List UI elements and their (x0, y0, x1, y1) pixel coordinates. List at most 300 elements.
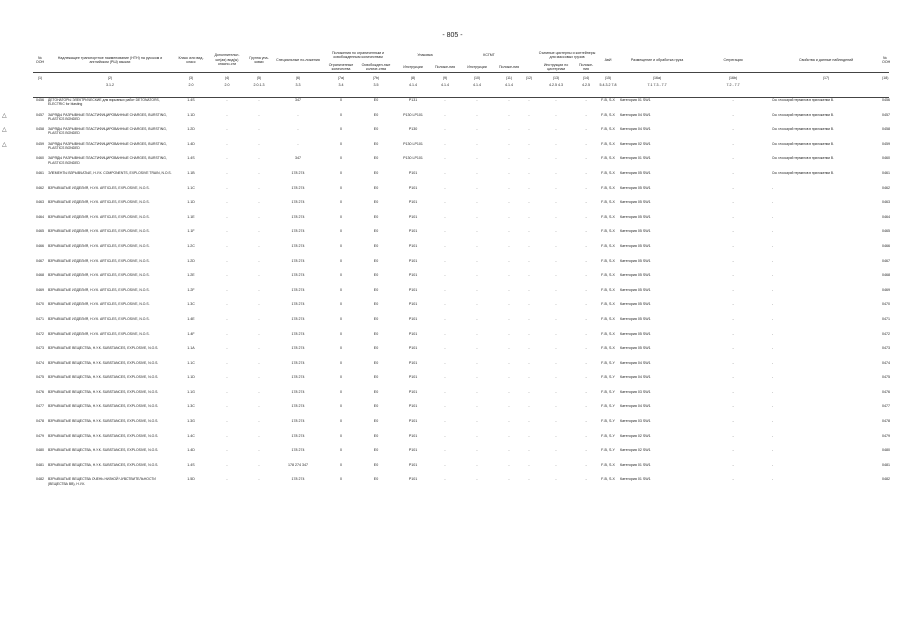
cell-pg: - (258, 316, 260, 321)
cell-pp: - (444, 331, 446, 336)
cell-ii: - (476, 346, 478, 351)
cell-un2: 0472 (882, 331, 891, 336)
cell-seg: - (732, 302, 734, 307)
table-row (33, 127, 889, 142)
cell-sub: - (226, 433, 228, 438)
cell-seg: - (732, 243, 734, 248)
header-name: Надлежащее транспортное наименование (НТН) на русском и английском (РШ) языках (57, 55, 163, 64)
table-row (33, 259, 889, 274)
cell-lq: 0 (340, 404, 342, 409)
cell-pi: P101 (408, 287, 418, 292)
cell-ems: F-B, S-Y (601, 389, 615, 394)
cell-sub: - (226, 214, 228, 219)
cell-ip: - (508, 141, 510, 146)
cell-sp: 178 274 (291, 170, 305, 175)
table-row (33, 375, 889, 390)
cell-ems: F-B, S-X (601, 127, 615, 132)
cell-ems: F-B, S-Y (601, 419, 615, 424)
cell-eq: E0 (373, 462, 379, 467)
cell-t12: - (528, 404, 530, 409)
cell-sub: - (226, 200, 228, 205)
table-row (33, 317, 889, 332)
cell-seg: - (732, 331, 734, 336)
header-pack-prov: Положе-ния (434, 64, 456, 69)
cell-ti: - (555, 287, 557, 292)
cell-ems: F-B, S-X (601, 346, 615, 351)
cell-pp: - (444, 185, 446, 190)
cell-ip: - (508, 214, 510, 219)
cell-ti: - (555, 98, 557, 102)
cell-lq: 0 (340, 127, 342, 132)
cell-un2: 0458 (882, 127, 891, 132)
cell-ii: - (476, 302, 478, 307)
cell-cls: 1.1D (187, 200, 195, 205)
cell-pg: - (258, 331, 260, 336)
cell-ii: - (476, 170, 478, 175)
cell-un2: 0463 (882, 200, 891, 205)
cell-stow: Категория 05 SW1 (620, 302, 651, 307)
cell-lq: 0 (340, 375, 342, 380)
cell-ii: - (476, 477, 478, 482)
cell-name: ВЗРЫВЧАТЫЕ ИЗДЕЛИЯ, Н.У.К. ARTICLES, EXPLOSIVE, N.O.S. (48, 273, 150, 278)
cell-ip: - (508, 127, 510, 132)
cell-sp: 178 274 (291, 419, 305, 424)
cell-sp: 347 (295, 156, 301, 161)
cell-t12: - (528, 112, 530, 117)
cell-stow: Категория 04 SW1 (620, 375, 651, 380)
cell-seg: - (732, 287, 734, 292)
cell-ii: - (476, 389, 478, 394)
cell-pi: P130 LP101 (403, 156, 423, 161)
cell-ti: - (555, 316, 557, 321)
code-ref-limited-a: 3.4 (338, 83, 344, 87)
cell-sub: - (226, 419, 228, 424)
cell-sub: - (226, 258, 228, 263)
cell-ems: F-B, S-X (601, 98, 615, 102)
cell-pg: - (258, 302, 260, 307)
table-row (33, 215, 889, 230)
header-pack-instr: Инструкции (403, 64, 423, 69)
table-row (33, 477, 889, 492)
cell-note: - (772, 448, 774, 453)
cell-seg: - (732, 316, 734, 321)
cell-note: - (772, 389, 774, 394)
cell-un2: 0456 (882, 98, 891, 102)
cell-lq: 0 (340, 185, 342, 190)
cell-pi: P130 LP101 (403, 141, 423, 146)
header-ibc: КСГМГ (483, 52, 495, 57)
cell-ip: - (508, 170, 510, 175)
column-number: (1) (33, 73, 47, 84)
cell-tp: - (585, 477, 587, 482)
code-ref-ibc-instr: 4.1.4 (473, 83, 482, 87)
cell-tp: - (585, 258, 587, 263)
cell-ii: - (476, 316, 478, 321)
cell-pp: - (444, 200, 446, 205)
cell-ti: - (555, 127, 557, 132)
cell-pp: - (444, 433, 446, 438)
cell-pg: - (258, 229, 260, 234)
table-row (33, 171, 889, 186)
cell-pi: P101 (408, 200, 418, 205)
cell-sub: - (226, 98, 228, 102)
cell-t12: - (528, 477, 530, 482)
header-limited-b: Освобожден-ные количе-ства (361, 62, 391, 71)
cell-eq: E0 (373, 433, 379, 438)
cell-pi: P101 (408, 346, 418, 351)
cell-note: - (772, 214, 774, 219)
cell-seg: - (732, 404, 734, 409)
cell-t12: - (528, 98, 530, 102)
cell-un: 0461 (36, 170, 44, 175)
cell-pg: - (258, 273, 260, 278)
cell-eq: E0 (373, 360, 379, 365)
cell-cls: 1.1D (187, 112, 195, 117)
cell-ti: - (555, 170, 557, 175)
cell-ems: F-B, S-X (601, 170, 615, 175)
cell-pi: P101 (408, 389, 418, 394)
cell-cls: 1.2D (187, 258, 195, 263)
cell-un: 0478 (36, 419, 44, 424)
cell-t12: - (528, 462, 530, 467)
cell-lq: 0 (340, 258, 342, 263)
cell-tp: - (585, 433, 587, 438)
cell-pg: - (258, 98, 260, 102)
cell-pi: P130 LP101 (403, 112, 423, 117)
cell-eq: E0 (373, 477, 379, 482)
cell-lq: 0 (340, 170, 342, 175)
cell-un: 0481 (36, 462, 44, 467)
cell-pg: - (258, 462, 260, 467)
cell-t12: - (528, 141, 530, 146)
cell-ti: - (555, 214, 557, 219)
cell-ii: - (476, 156, 478, 161)
cell-note: - (772, 302, 774, 307)
cell-un: 0471 (36, 316, 44, 321)
code-ref-tank-prov: 4.2.5 (582, 83, 591, 87)
cell-un: 0460 (36, 156, 44, 161)
header-stowage: Размещение и обработка груза (630, 57, 684, 62)
cell-ip: - (508, 433, 510, 438)
cell-pg: - (258, 404, 260, 409)
cell-cls: 1.1C (187, 360, 195, 365)
cell-sp: - (297, 112, 299, 117)
cell-ems: F-B, S-Y (601, 375, 615, 380)
code-ref-stowage: 7.1 7.3 - 7.7 (647, 83, 667, 87)
cell-lq: 0 (340, 287, 342, 292)
cell-pi: P101 (408, 448, 418, 453)
cell-cls: 1.2D (187, 127, 195, 132)
cell-ip: - (508, 273, 510, 278)
column-number: (3) (173, 73, 209, 84)
cell-t12: - (528, 170, 530, 175)
cell-name: ВЗРЫВЧАТЫЕ ИЗДЕЛИЯ, Н.У.К. ARTICLES, EXPLOSIVE, N.O.S. (48, 243, 150, 248)
cell-t12: - (528, 375, 530, 380)
header-ibc-instr: Инструкции (467, 64, 487, 69)
cell-cls: 1.2E (187, 273, 195, 278)
cell-un2: 0465 (882, 229, 891, 234)
cell-ti: - (555, 360, 557, 365)
cell-lq: 0 (340, 200, 342, 205)
cell-eq: E0 (373, 448, 379, 453)
cell-seg: - (732, 185, 734, 190)
cell-ti: - (555, 200, 557, 205)
cell-cls: 1.4E (187, 316, 195, 321)
cell-lq: 0 (340, 214, 342, 219)
cell-t12: - (528, 229, 530, 234)
cell-un (2, 112, 47, 128)
cell-note: - (772, 185, 774, 190)
cell-un2: 0478 (882, 419, 891, 424)
cell-sp: 178 274 (291, 214, 305, 219)
cell-ip: - (508, 448, 510, 453)
cell-sp: 178 274 (291, 185, 305, 190)
cell-ii: - (476, 214, 478, 219)
table-row (33, 186, 889, 201)
cell-ip: - (508, 360, 510, 365)
cell-ip: - (508, 404, 510, 409)
cell-un2: 0474 (882, 360, 891, 365)
cell-ems: F-B, S-X (601, 258, 615, 263)
cell-pg: - (258, 389, 260, 394)
code-ref-pack-instr: 4.1.4 (409, 83, 418, 87)
cell-un: 0465 (36, 229, 44, 234)
cell-un: 0475 (36, 375, 44, 380)
cell-pg: - (258, 287, 260, 292)
cell-pp: - (444, 127, 446, 132)
cell-pg: - (258, 243, 260, 248)
table-row (33, 156, 889, 171)
cell-eq: E0 (373, 346, 379, 351)
cell-sub: - (226, 404, 228, 409)
cell-eq: E0 (373, 170, 379, 175)
cell-ti: - (555, 419, 557, 424)
cell-stow: Категория 05 SW1 (620, 170, 651, 175)
cell-lq: 0 (340, 316, 342, 321)
amendment-triangle-icon: △ (2, 141, 7, 148)
column-number: (11) (497, 73, 521, 84)
cell-stow: Категория 03 SW1 (620, 419, 651, 424)
cell-tp: - (585, 302, 587, 307)
cell-ii: - (476, 375, 478, 380)
cell-un2: 0460 (882, 156, 891, 161)
cell-stow: Категория 04 SW1 (620, 112, 651, 117)
cell-sub: - (226, 302, 228, 307)
cell-note: - (772, 316, 774, 321)
cell-un-text: 0459 (36, 141, 44, 146)
cell-tp: - (585, 170, 587, 175)
cell-ip: - (508, 112, 510, 117)
column-number: (2) (47, 73, 173, 84)
table-row (33, 302, 889, 317)
cell-ti: - (555, 156, 557, 161)
cell-stow: Категория 05 SW1 (620, 287, 651, 292)
dangerous-goods-list-table (2, 48, 891, 492)
cell-name: ВЗРЫВЧАТЫЕ ВЕЩЕСТВА, Н.У.К. SUBSTANCES, EXPLOSIVE, N.O.S. (48, 389, 159, 394)
cell-stow: Категория 05 SW1 (620, 200, 651, 205)
header-limited: Положения по ограниченным и освобожденным количествам (331, 50, 385, 59)
cell-t12: - (528, 360, 530, 365)
cell-pp: - (444, 287, 446, 292)
cell-un2: 0476 (882, 389, 891, 394)
cell-ti: - (555, 477, 557, 482)
cell-lq: 0 (340, 273, 342, 278)
cell-ii: - (476, 243, 478, 248)
cell-tp: - (585, 127, 587, 132)
cell-stow: Категория 05 SW1 (620, 229, 651, 234)
cell-pi: P101 (408, 375, 418, 380)
table-row (33, 419, 889, 434)
cell-ems: F-B, S-X (601, 477, 615, 482)
cell-sub: - (226, 112, 228, 117)
cell-eq: E0 (373, 375, 379, 380)
cell-note: См. глоссарий терминов в приложении В. (772, 127, 834, 132)
cell-pi: P101 (408, 243, 418, 248)
cell-ti: - (555, 346, 557, 351)
cell-t12: - (528, 273, 530, 278)
cell-ti: - (555, 185, 557, 190)
cell-pg: - (258, 214, 260, 219)
cell-t12: - (528, 433, 530, 438)
cell-seg: - (732, 98, 734, 102)
header-tank-prov: Положе-ния (578, 62, 594, 71)
cell-pg: - (258, 185, 260, 190)
cell-ems: F-B, S-X (601, 316, 615, 321)
cell-seg: - (732, 433, 734, 438)
column-number: (17) (771, 73, 881, 84)
cell-sub: - (226, 331, 228, 336)
cell-pp: - (444, 375, 446, 380)
cell-ii: - (476, 360, 478, 365)
cell-ip: - (508, 331, 510, 336)
cell-ii: - (476, 331, 478, 336)
cell-pi: P101 (408, 316, 418, 321)
cell-name: ВЗРЫВЧАТЫЕ ИЗДЕЛИЯ, Н.У.К. ARTICLES, EXPLOSIVE, N.O.S. (48, 331, 150, 336)
cell-t12: - (528, 258, 530, 263)
column-number: (15) (597, 73, 619, 84)
cell-eq: E0 (373, 302, 379, 307)
cell-un: 0466 (36, 243, 44, 248)
cell-tp: - (585, 316, 587, 321)
cell-t12: - (528, 316, 530, 321)
cell-name: ВЗРЫВЧАТЫЕ ВЕЩЕСТВА, Н.У.К. SUBSTANCES, EXPLOSIVE, N.O.S. (48, 462, 159, 467)
cell-pp: - (444, 141, 446, 146)
cell-tp: - (585, 419, 587, 424)
cell-t12: - (528, 185, 530, 190)
cell-sp: 178 274 (291, 302, 305, 307)
cell-seg: - (732, 477, 734, 482)
cell-ii: - (476, 98, 478, 102)
cell-seg: - (732, 127, 734, 132)
cell-lq: 0 (340, 419, 342, 424)
cell-eq: E0 (373, 389, 379, 394)
cell-tp: - (585, 389, 587, 394)
cell-ems: F-B, S-X (601, 331, 615, 336)
code-ref-special: 3.3 (295, 83, 301, 87)
table-row (33, 200, 889, 215)
cell-un2: 0473 (882, 346, 891, 351)
cell-t12: - (528, 302, 530, 307)
column-number: (5) (245, 73, 273, 84)
cell-ii: - (476, 258, 478, 263)
cell-tp: - (585, 185, 587, 190)
cell-pg: - (258, 127, 260, 132)
cell-note: - (772, 360, 774, 365)
column-number: (7a) (323, 73, 359, 84)
cell-pp: - (444, 302, 446, 307)
cell-un: 0463 (36, 200, 44, 205)
cell-name: ВЗРЫВЧАТЫЕ ИЗДЕЛИЯ, Н.У.К. ARTICLES, EXPLOSIVE, N.O.S. (48, 316, 150, 321)
cell-stow: Категория 01 SW1 (620, 462, 651, 467)
cell-ip: - (508, 302, 510, 307)
cell-pg: - (258, 419, 260, 424)
cell-t12: - (528, 214, 530, 219)
cell-un2: 0467 (882, 258, 891, 263)
cell-stow: Категория 05 SW1 (620, 258, 651, 263)
cell-eq: E0 (373, 98, 379, 102)
cell-un: 0474 (36, 360, 44, 365)
cell-tp: - (585, 462, 587, 467)
cell-name: ЗАРЯДЫ РАЗРЫВНЫЕ ПЛАСТИФИЦИРОВАННЫЕ CHARGES, BURSTING, PLASTICS BONDED (48, 127, 167, 136)
cell-ems: F-B, S-X (601, 141, 615, 146)
cell-tp: - (585, 156, 587, 161)
cell-ti: - (555, 112, 557, 117)
cell-ip: - (508, 156, 510, 161)
header-limited-a: Ограниченные количества (328, 62, 354, 71)
cell-un2: 0461 (882, 170, 891, 175)
cell-note: - (772, 229, 774, 234)
cell-sub: - (226, 170, 228, 175)
cell-tp: - (585, 112, 587, 117)
cell-lq: 0 (340, 462, 342, 467)
cell-stow: Категория 02 SW1 (620, 433, 651, 438)
cell-stow: Категория 02 SW1 (620, 448, 651, 453)
cell-name: ЭЛЕМЕНТЫ ВЗРЫВЧАТЫЕ, Н.У.К. COMPONENTS, EXPLOSIVE TRAIN, N.O.S. (48, 170, 172, 175)
cell-ip: - (508, 316, 510, 321)
cell-note: См. глоссарий терминов в приложении В. (772, 112, 834, 117)
table-row (33, 113, 889, 128)
cell-note: - (772, 433, 774, 438)
table-row (33, 463, 889, 478)
code-ref-class: 2.0 (188, 83, 194, 87)
cell-sp: 178 274 347 (288, 462, 308, 467)
cell-t12: - (528, 331, 530, 336)
cell-ems: F-B, S-X (601, 302, 615, 307)
cell-lq: 0 (340, 389, 342, 394)
cell-un-text: 0458 (36, 127, 44, 132)
cell-lq: 0 (340, 243, 342, 248)
cell-lq: 0 (340, 331, 342, 336)
cell-sp: 178 274 (291, 316, 305, 321)
cell-pi: P101 (408, 214, 418, 219)
cell-pi: P101 (408, 404, 418, 409)
cell-sp: 178 274 (291, 258, 305, 263)
cell-note: - (772, 258, 774, 263)
cell-un: 0468 (36, 273, 44, 278)
cell-ti: - (555, 375, 557, 380)
cell-name: ЗАРЯДЫ РАЗРЫВНЫЕ ПЛАСТИФИЦИРОВАННЫЕ CHARGES, BURSTING, PLASTICS BONDED (48, 112, 167, 121)
cell-eq: E0 (373, 243, 379, 248)
cell-un: 0477 (36, 404, 44, 409)
cell-eq: E0 (373, 419, 379, 424)
cell-pp: - (444, 389, 446, 394)
cell-ii: - (476, 448, 478, 453)
cell-un: 0469 (36, 287, 44, 292)
cell-eq: E0 (373, 287, 379, 292)
cell-ti: - (555, 331, 557, 336)
cell-un: 0472 (36, 331, 44, 336)
cell-pi: P101 (408, 273, 418, 278)
